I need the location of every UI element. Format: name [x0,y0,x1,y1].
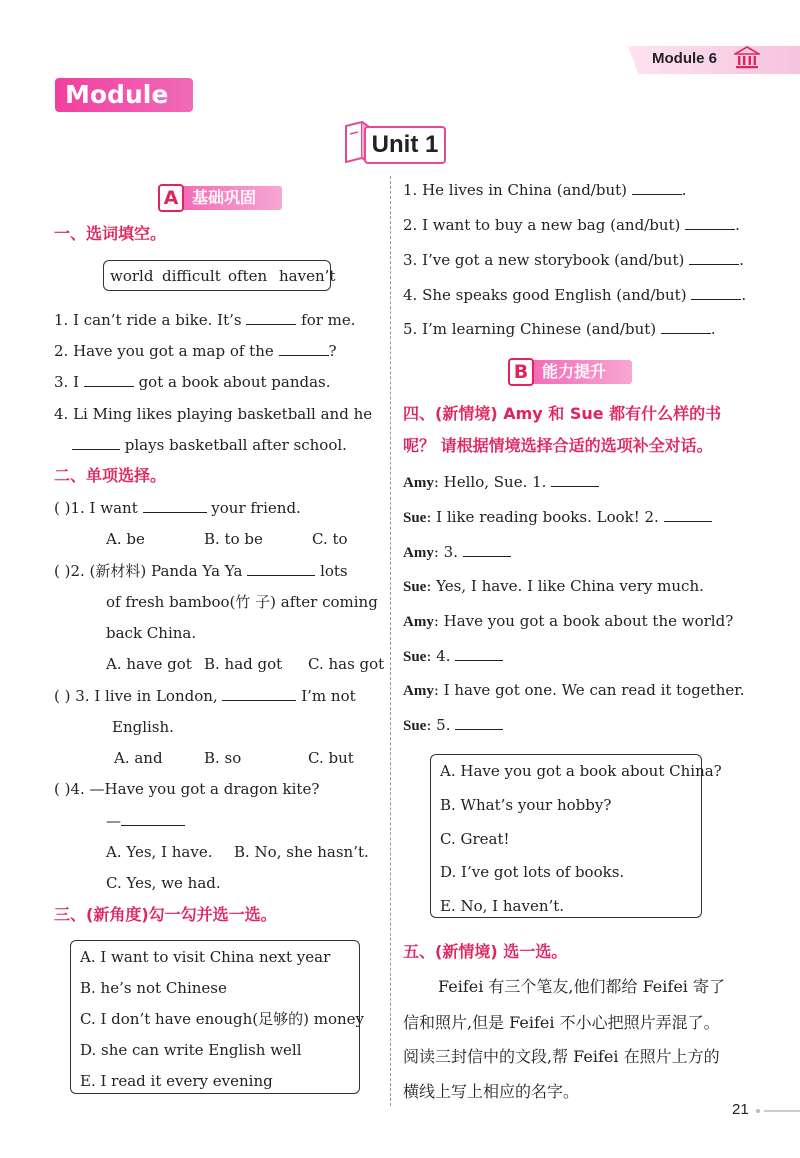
p3-q4: 4. She speaks good English (and/but) . [403,286,747,304]
p5-para-line2: 信和照片,但是 Feifei 不小心把照片弄混了。 [403,1013,720,1032]
page-dot [756,1109,760,1113]
p1-q4-line2: plays basketball after school. [72,435,347,455]
blank[interactable] [247,562,315,576]
p2-q3-opt-a[interactable]: A. and [114,749,163,767]
p2-q2: ( )2. (新材料) Panda Ya Ya lots [54,562,348,580]
blank[interactable] [463,543,511,557]
part4-title-line1: 四、(新情境) Amy 和 Sue 都有什么样的书 [403,404,722,423]
blank[interactable] [455,647,503,661]
dialogue-line: Amy: 3. [403,542,511,563]
dialogue-line: Amy: I have got one. We can read it together. [403,681,745,699]
p2-q2-line2: of fresh bamboo(竹 子) after coming [106,593,378,611]
word-4: haven’t [279,267,336,285]
page-number: 21 [732,1101,749,1118]
p2-q3-opt-b[interactable]: B. so [204,749,242,767]
part3-title: 三、(新角度)勾一勾并选一选。 [54,905,277,924]
p2-q1-opt-c[interactable]: C. to [312,530,348,548]
p2-q4-answer: — [106,811,185,831]
word-3: often [228,267,268,285]
part4-title-line2: 呢？ 请根据情境选择合适的选项补全对话。 [403,436,713,455]
blank[interactable] [685,216,735,230]
p5-para-line1: Feifei 有三个笔友,他们都给 Feifei 寄了 [438,977,725,996]
p1-q1: 1. I can’t ride a bike. It’s for me. [54,311,356,329]
p3-q1: 1. He lives in China (and/but) . [403,181,687,199]
column-divider [390,176,391,1106]
p2-q2-opt-a[interactable]: A. have got [106,655,192,673]
blank[interactable] [661,320,711,334]
blank[interactable] [632,181,682,195]
blank[interactable] [143,499,207,513]
building-icon [734,45,760,71]
unit-title: Unit 1 [364,126,446,164]
p3-q2: 2. I want to buy a new bag (and/but) . [403,216,740,234]
p4-opt-d: D. I’ve got lots of books. [440,863,625,881]
p1-q4-line1: 4. Li Ming likes playing basketball and he [54,405,373,423]
p3-q3: 3. I’ve got a new storybook (and/but) . [403,251,744,269]
p2-q2-opt-b[interactable]: B. had got [204,655,283,673]
p1-q3: 3. I got a book about pandas. [54,373,331,391]
p3-opt-e: E. I read it every evening [80,1072,273,1090]
blank[interactable] [551,473,599,487]
blank[interactable] [689,251,739,265]
p2-q2-opt-c[interactable]: C. has got [308,655,385,673]
dialogue-line: Sue: I like reading books. Look! 2. [403,507,712,528]
p4-opt-b: B. What’s your hobby? [440,796,612,814]
module-title: Module 6 [55,78,193,112]
p5-para-line3: 阅读三封信中的文段,帮 Feifei 在照片上方的 [403,1047,720,1066]
p2-q1-opt-a[interactable]: A. be [106,530,145,548]
section-b-label [508,360,632,384]
dialogue-line: Sue: 5. [403,715,503,736]
blank[interactable] [691,286,741,300]
dialogue-line: Sue: Yes, I have. I like China very much. [403,577,704,595]
p2-q1: ( )1. I want your friend. [54,499,301,517]
p2-q3-line2: English. [112,718,174,736]
p2-q1-opt-b[interactable]: B. to be [204,530,263,548]
blank[interactable] [222,687,296,701]
p3-opt-b: B. he’s not Chinese [80,979,227,997]
p2-q2-line3: back China. [106,624,197,642]
blank[interactable] [72,436,120,450]
module-tag: Module 6 [652,50,718,67]
p2-q3-opt-c[interactable]: C. but [308,749,354,767]
p4-opt-a: A. Have you got a book about China? [440,762,722,780]
p3-opt-c: C. I don’t have enough(足够的) money [80,1010,364,1028]
p4-opt-e: E. No, I haven’t. [440,897,565,915]
p3-opt-a: A. I want to visit China next year [80,948,331,966]
dialogue-line: Sue: 4. [403,646,503,667]
section-b-letter: B [508,358,534,386]
part5-title: 五、(新情境) 选一选。 [403,942,568,961]
p2-q4-opt-a[interactable]: A. Yes, I have. [106,843,213,861]
blank[interactable] [279,342,329,356]
word-2: difficult [162,267,221,285]
blank[interactable] [664,508,712,522]
dialogue-line: Amy: Hello, Sue. 1. [403,472,599,493]
page-line [764,1110,800,1112]
blank[interactable] [121,812,185,826]
p2-q4-opt-c[interactable]: C. Yes, we had. [106,874,221,892]
p3-q5: 5. I’m learning Chinese (and/but) . [403,320,716,338]
dialogue-line: Amy: Have you got a book about the world? [403,612,734,630]
part1-title: 一、选词填空。 [54,224,167,243]
p2-q3: ( ) 3. I live in London, I’m not [54,687,356,705]
p5-para-line4: 横线上写上相应的名字。 [403,1082,580,1101]
blank[interactable] [455,716,503,730]
p3-opt-d: D. she can write English well [80,1041,302,1059]
blank[interactable] [84,373,134,387]
p2-q4-opt-b[interactable]: B. No, she hasn’t. [234,843,369,861]
section-a-label [158,186,282,210]
p4-opt-c: C. Great! [440,830,510,848]
p2-q4: ( )4. —Have you got a dragon kite? [54,780,320,798]
section-a-text: 基础巩固 [192,188,257,207]
part2-title: 二、单项选择。 [54,466,167,485]
blank[interactable] [246,311,296,325]
section-b-text: 能力提升 [542,362,607,381]
section-a-letter: A [158,184,184,212]
word-1: world [110,267,154,285]
p1-q2: 2. Have you got a map of the ? [54,342,337,360]
